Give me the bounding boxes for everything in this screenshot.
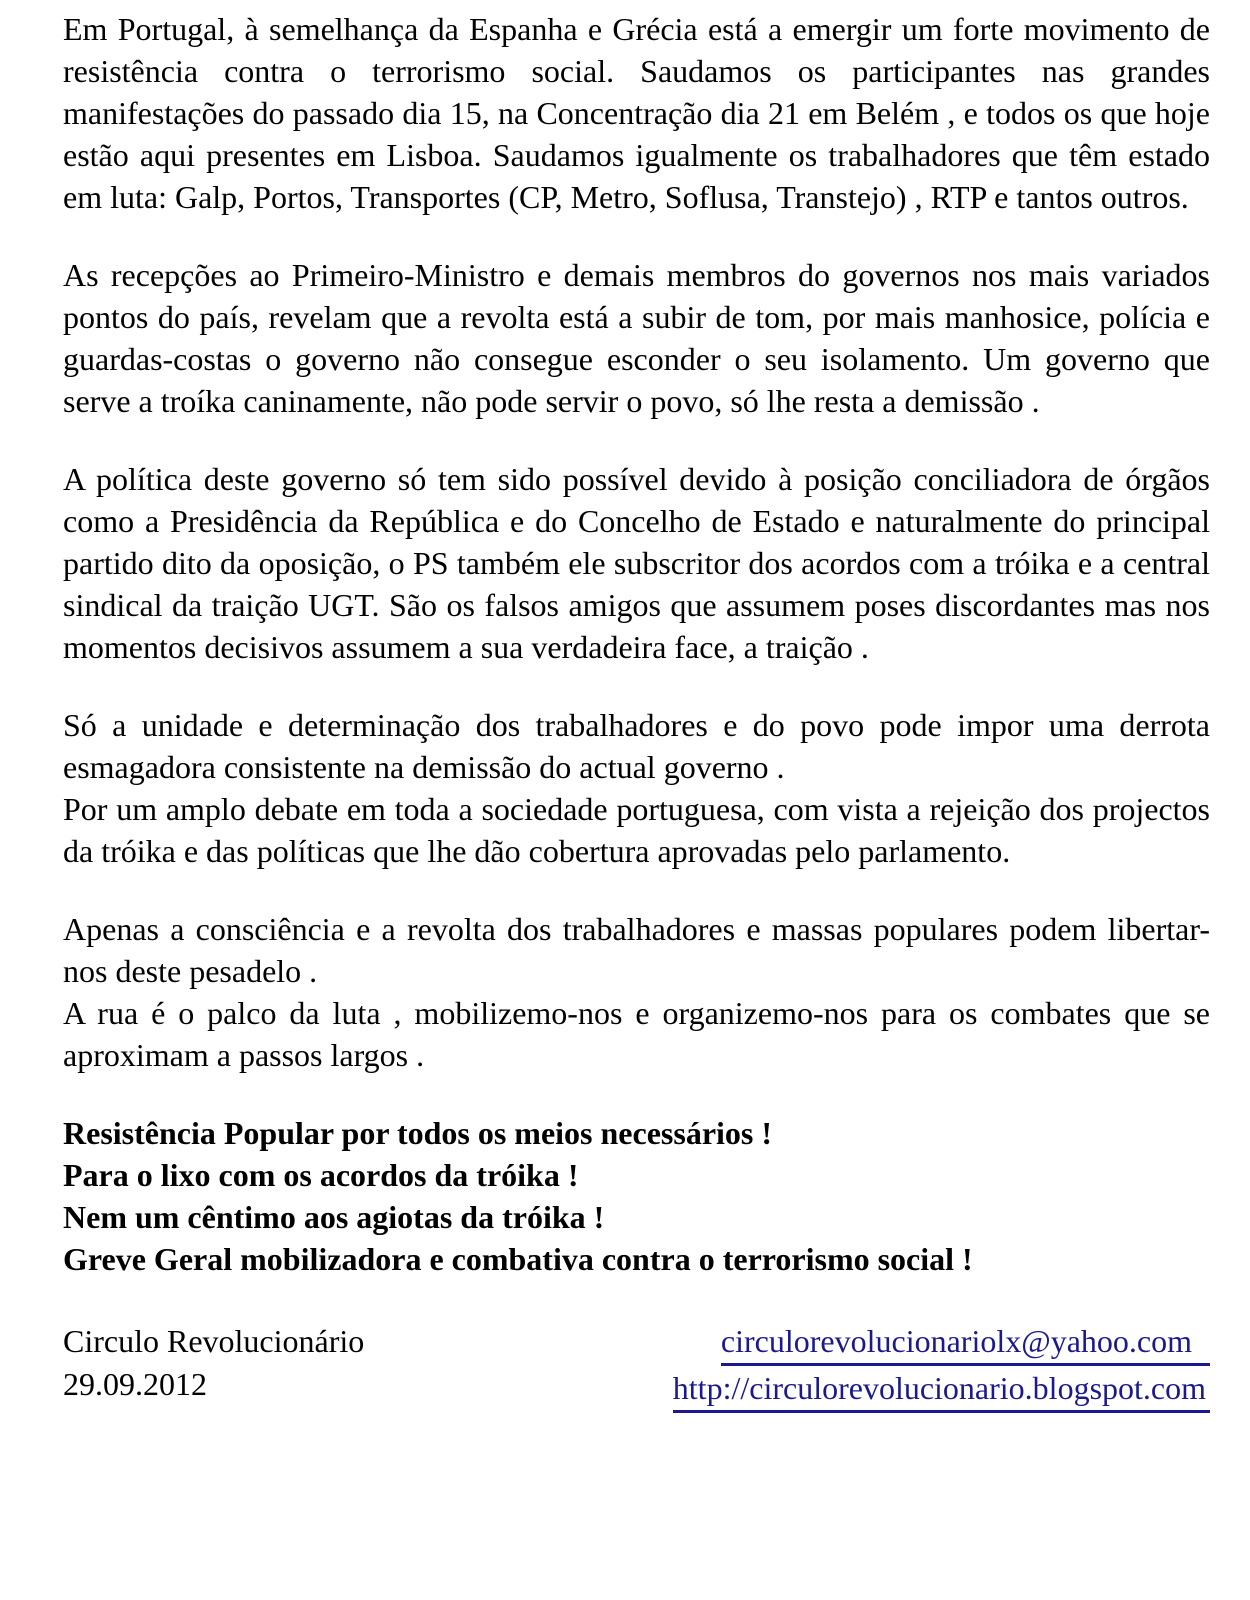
document-footer [63, 1320, 1210, 1413]
email-link[interactable]: circulorevolucionariolx@yahoo.com [721, 1320, 1210, 1366]
paragraph-5a: Apenas a consciência e a revolta dos trabalhadores e massas populares podem libertar-nos deste pesadelo . [63, 911, 1210, 989]
slogan-4: Greve Geral mobilizadora e combativa contra o terrorismo social ! [63, 1241, 973, 1277]
slogan-2: Para o lixo com os acordos da tróika ! [63, 1157, 579, 1193]
footer-links [673, 1320, 1210, 1413]
slogan-block [63, 1112, 1210, 1280]
paragraph-4b: Por um amplo debate em toda a sociedade portuguesa, com vista a rejeição dos projectos da tróika e das políticas que lhe dão cobertura aprovadas pelo parlamento. [63, 791, 1210, 869]
paragraph-4a: Só a unidade e determinação dos trabalhadores e do povo pode impor uma derrota esmagadora consistente na demissão do actual governo . [63, 707, 1210, 785]
paragraph-group-1 [63, 8, 1210, 218]
paragraph-1: Em Portugal, à semelhança da Espanha e Grécia está a emergir um forte movimento de resistência contra o terrorismo social. Saudamos os participantes nas grandes manifestações do passado dia 15, na Concentração dia 21 em Belém , e todos os que hoje estão aqui presentes em Lisboa. Saudamos igualmente os trabalhadores que têm estado em luta: Galp, Portos, Transportes (CP, Metro, Soflusa, Transtejo) , RTP e tantos outros. [63, 11, 1210, 215]
blog-link[interactable]: http://circulorevolucionario.blogspot.com [673, 1367, 1210, 1413]
author-name: Circulo Revolucionário [63, 1323, 365, 1359]
document-date: 29.09.2012 [63, 1366, 207, 1402]
slogan-3: Nem um cêntimo aos agiotas da tróika ! [63, 1199, 605, 1235]
paragraph-group-2 [63, 254, 1210, 422]
paragraph-group-3 [63, 458, 1210, 668]
paragraph-3: A política deste governo só tem sido possível devido à posição conciliadora de órgãos como a Presidência da República e do Concelho de Estado e naturalmente do principal partido dito da oposição, o PS também ele subscritor dos acordos com a tróika e a central sindical da traição UGT. São os falsos amigos que assumem poses discordantes mas nos momentos decisivos assumem a sua verdadeira face, a traição . [63, 461, 1210, 665]
paragraph-group-4 [63, 704, 1210, 872]
paragraph-group-5 [63, 908, 1210, 1076]
slogan-1: Resistência Popular por todos os meios necessários ! [63, 1115, 773, 1151]
paragraph-2: As recepções ao Primeiro-Ministro e demais membros do governos nos mais variados pontos do país, revelam que a revolta está a subir de tom, por mais manhosice, polícia e guardas-costas o governo não consegue esconder o seu isolamento. Um governo que serve a troíka caninamente, não pode servir o povo, só lhe resta a demissão . [63, 257, 1210, 419]
document-body [63, 8, 1210, 1076]
paragraph-5b: A rua é o palco da luta , mobilizemo-nos e organizemo-nos para os combates que se aproximam a passos largos . [63, 995, 1210, 1073]
footer-signature [63, 1320, 364, 1406]
